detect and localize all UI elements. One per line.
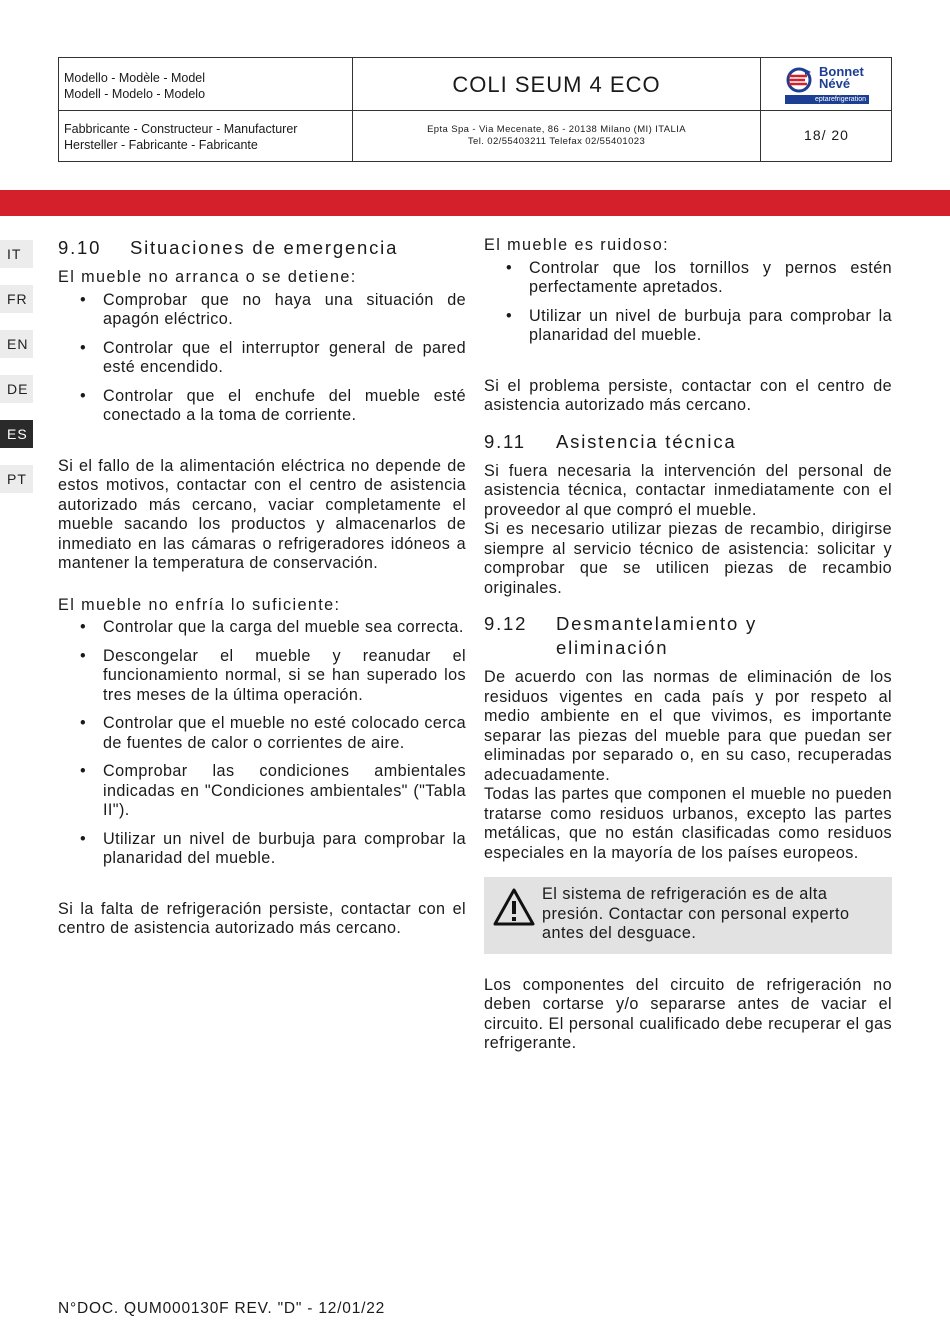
paragraph: Si la falta de refrigeración persiste, contactar con el centro de asistencia autorizado más cercano. [58, 899, 466, 937]
address-cell [353, 111, 761, 162]
bullet-list [58, 291, 466, 426]
paragraph: Si fuera necesaria la intervención del personal de asistencia técnica, contactar inmediatamente con el proveedor al que compró el mueble. [484, 461, 892, 519]
paragraph: Si el problema persiste, contactar con el centro de asistencia autorizado más cercano. [484, 376, 892, 414]
model-label-line2: Modell - Modelo - Modelo [64, 87, 206, 101]
language-tabs [0, 240, 33, 510]
subheading: El mueble no enfría lo suficiente: [58, 595, 341, 614]
subheading: El mueble es ruidoso: [484, 236, 670, 254]
lang-tab-en[interactable]: EN [0, 330, 33, 358]
lang-tab-pt[interactable]: PT [0, 465, 33, 493]
logo-line1: Bonnet [819, 64, 864, 79]
section-title: Situaciones de emergencia [130, 237, 399, 258]
section-title: Asistencia técnica [556, 430, 737, 452]
list-item: • Controlar que el interruptor general de pared esté encendido. [58, 339, 466, 378]
address-line1: Epta Spa - Via Mecenate, 86 - 20138 Milano (MI) ITALIA [427, 124, 686, 135]
right-column [484, 236, 892, 1054]
list-item: • Controlar que el mueble no esté colocado cerca de fuentes de calor o corrientes de aire. [58, 714, 466, 753]
left-column [58, 236, 466, 939]
paragraph: Si es necesario utilizar piezas de recambio, dirigirse siempre al servicio técnico de asistencia: solicitar y comprobar que se utilicen piezas de recambio originales. [484, 520, 892, 597]
page-number: 18/ 20 [804, 127, 849, 143]
document-header [58, 57, 892, 162]
section-heading-9-12 [484, 612, 892, 660]
list-item: • Controlar que la carga del mueble sea correcta. [58, 618, 466, 638]
model-name-cell [353, 58, 761, 110]
paragraph: Todas las partes que componen el mueble no pueden tratarse como residuos urbanos, excepto las partes metálicas, que no están clasificadas como residuos especiales en la mayoría de los países europeos. [484, 785, 892, 862]
paragraph: Los componentes del circuito de refrigeración no deben cortarse y/o separarse antes de vaciar el circuito. El personal cualificado debe recuperar el gas refrigerante. [484, 975, 892, 1052]
section-title-line1: Desmantelamiento y [556, 613, 758, 634]
list-item: • Utilizar un nivel de burbuja para comprobar la planaridad del mueble. [58, 830, 466, 869]
list-item: • Comprobar que no haya una situación de apagón eléctrico. [58, 291, 466, 330]
header-row-model [59, 58, 891, 111]
list-item: • Controlar que los tornillos y pernos estén perfectamente apretados. [484, 259, 892, 298]
logo-text [819, 66, 864, 90]
document-footer: N°DOC. QUM000130F REV. "D" - 12/01/22 [58, 1300, 386, 1317]
bullet-list [484, 259, 892, 346]
subheading: El mueble no arranca o se detiene: [58, 268, 357, 286]
model-name: COLI SEUM 4 ECO [452, 72, 661, 97]
manufacturer-label-line2: Hersteller - Fabricante - Fabricante [64, 138, 258, 152]
section-number: 9.12 [484, 613, 528, 634]
manufacturer-address [353, 111, 760, 148]
warning-box [484, 877, 892, 954]
lang-tab-it[interactable]: IT [0, 240, 33, 268]
lang-tab-fr[interactable]: FR [0, 285, 33, 313]
model-label [59, 58, 353, 110]
address-line2: Tel. 02/55403211 Telefax 02/55401023 [467, 136, 646, 147]
paragraph: Si el fallo de la alimentación eléctrica no depende de estos motivos, contactar con el centro de asistencia autorizado más cercano, vaciar completamente el mueble sacando los productos y almacenarlos de inmediato en las cámaras o refrigeradores idóneos a mantener la temperatura de conservación. [58, 456, 466, 572]
manufacturer-label-line1: Fabbricante - Constructeur - Manufacturer [64, 122, 298, 136]
bonnet-neve-logo [783, 66, 871, 106]
list-item: • Controlar que el enchufe del mueble esté conectado a la toma de corriente. [58, 387, 466, 426]
logo-emblem-icon [783, 66, 817, 94]
section-heading-9-11 [484, 430, 892, 454]
bullet-list [58, 618, 466, 869]
model-label-line1: Modello - Modèle - Model [64, 71, 206, 85]
section-number: 9.10 [58, 237, 102, 258]
paragraph: De acuerdo con las normas de eliminación de los residuos vigentes en cada país y por respeto al medio ambiente en el que vivimos, es importante separar las piezas del mueble para que puedan ser eliminadas por separado o, en su caso, recuperadas adecuadamente. [484, 668, 892, 784]
list-item: • Descongelar el mueble y reanudar el funcionamiento normal, si se han superado los tres meses de la última operación. [58, 647, 466, 706]
logo-tagline: eptarefrigeration [785, 95, 869, 104]
section-title-line2: eliminación [556, 637, 669, 658]
manufacturer-label [59, 111, 353, 162]
warning-icon [492, 887, 536, 927]
warning-text: El sistema de refrigeración es de alta presión. Contactar con personal experto antes del desguace. [542, 885, 850, 942]
list-item: • Utilizar un nivel de burbuja para comprobar la planaridad del mueble. [484, 307, 892, 346]
section-number: 9.11 [484, 430, 526, 452]
list-item: • Comprobar las condiciones ambientales indicadas en "Condiciones ambientales" ("Tabla II"). [58, 762, 466, 821]
red-band [0, 190, 950, 216]
header-row-manufacturer [59, 111, 891, 162]
lang-tab-de[interactable]: DE [0, 375, 33, 403]
logo-cell [761, 58, 892, 110]
page-number-cell [761, 111, 892, 162]
section-title [556, 612, 757, 660]
lang-tab-es[interactable]: ES [0, 420, 33, 448]
section-heading-9-10 [58, 236, 466, 260]
logo-line2: Névé [819, 76, 851, 91]
